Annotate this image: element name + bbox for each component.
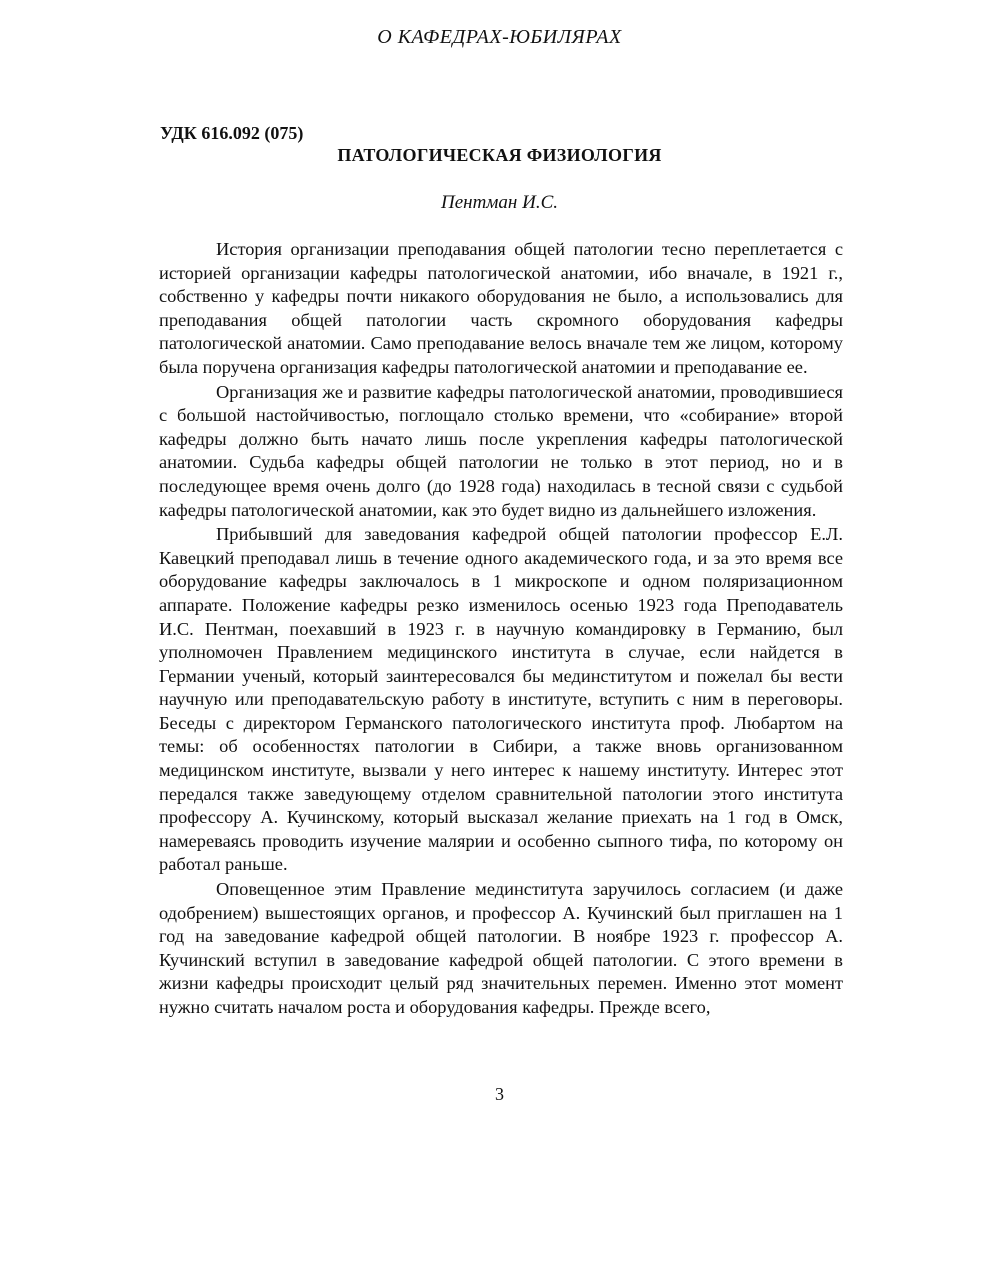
paragraph-4: Оповещенное этим Правление мединститута заручилось согласием (и даже одобрением) вышестоящих органов, и профессор А. Кучинский был приглашен на 1 год на заведование кафедрой общей патологии. В ноябре 1923 г. профессор А. Кучинский вступил в заведование кафедрой общей патологии. С этого времени в жизни кафедры происходит целый ряд значительных перемен. Именно этот момент нужно считать началом роста и оборудования кафедры. Прежде всего, [159, 879, 843, 1017]
article-author: Пентман И.С. [441, 192, 558, 213]
article-title: ПАТОЛОГИЧЕСКАЯ ФИЗИОЛОГИЯ [337, 145, 662, 165]
paragraph-2: Организация же и развитие кафедры патологической анатомии, проводившиеся с большой настойчивостью, поглощало столько времени, что «собирание» второй кафедры должно быть начато лишь после укрепления кафедры патологической анатомии. Судьба кафедры общей патологии не только в этот период, но и в последующее время очень долго (до 1928 года) находилась в тесной связи с судьбой кафедры патологической анатомии, как это будет видно из дальнейшего изложения. [159, 381, 843, 520]
page-number: 3 [495, 1084, 504, 1104]
article-body [159, 238, 843, 1020]
udk-code: УДК 616.092 (075) [160, 123, 304, 143]
paragraph-1: История организации преподавания общей патологии тесно переплетается с историей организации кафедры патологической анатомии, ибо вначале, в 1921 г., собственно у кафедры почти никакого оборудования не было, а использовались для преподавания общей патологии часть скромного оборудования кафедры патологической анатомии. Само преподавание велось вначале тем же лицом, которому была поручена организация кафедры патологической анатомии и преподавание ее. [159, 239, 843, 377]
paragraph-3: Прибывший для заведования кафедрой общей патологии профессор Е.Л. Кавецкий преподавал лишь в течение одного академического года, и за это время все оборудование кафедры заключалось в 1 микроскопе и одном поляризационном аппарате. Положение кафедры резко изменилось осенью 1923 года Преподаватель И.С. Пентман, поехавший в 1923 г. в научную командировку в Германию, был уполномочен Правлением медицинского института в случае, если найдется в Германии ученый, который заинтересовался бы мединститутом и пожелал бы вести научную или преподавательскую работу в институте, вступить с ним в переговоры. Беседы с директором Германского патологического института проф. Любартом на темы: об особенностях патологии в Сибири, а также вновь организованном медицинском институте, вызвали у него интерес к нашему институту. Интерес этот передался также заведующему отделом сравнительной патологии этого института профессору А. Кучинскому, который высказал желание приехать на 1 год в Омск, намереваясь проводить изучение малярии и особенно сыпного тифа, по которому он работал раньше. [159, 524, 843, 875]
running-header: О КАФЕДРАХ-ЮБИЛЯРАХ [377, 26, 622, 48]
